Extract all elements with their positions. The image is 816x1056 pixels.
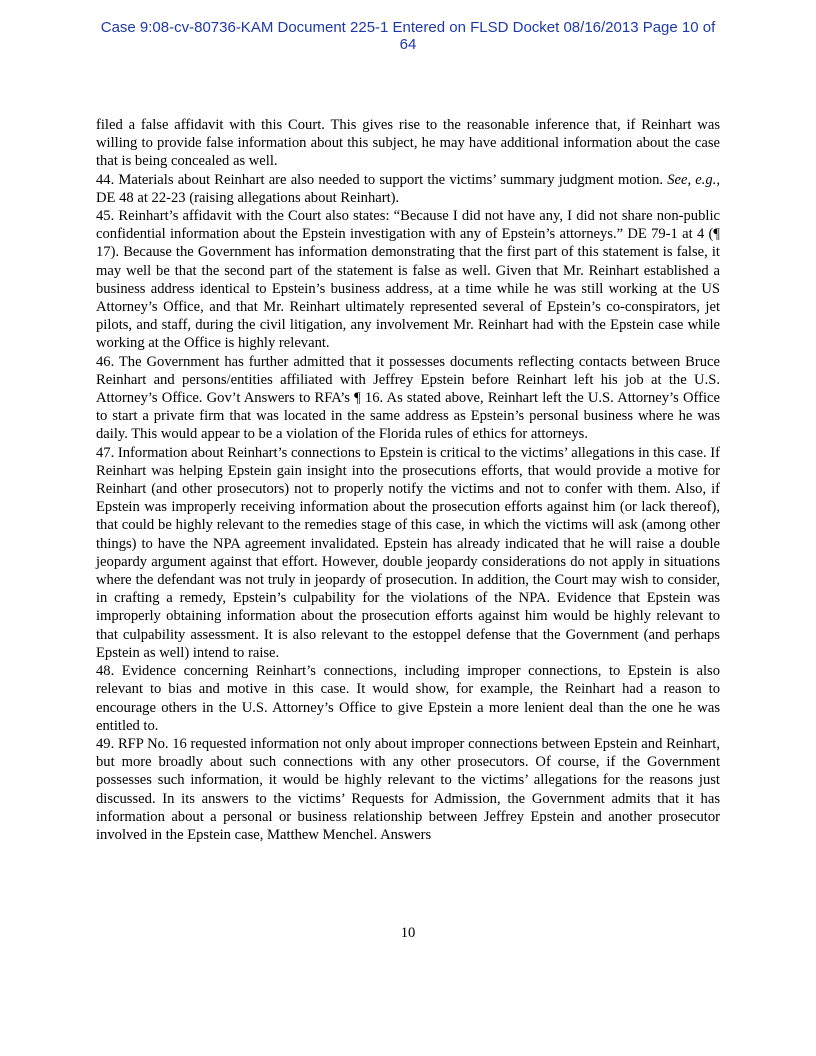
paragraph-47: 47. Information about Reinhart’s connections to Epstein is critical to the victims’ allegations in this case. If Reinhart was helping Epstein gain insight into the prosecutions efforts, that would provide a motive for Reinhart (and other prosecutors) not to properly notify the victims and not to confer with them. Also, if Epstein was improperly receiving information about the prosecution efforts against him (or lack thereof), that could be highly relevant to the remedies stage of this case, in which the victims will ask (among other things) to have the NPA agreement invalidated. Epstein has already indicated that he will raise a double jeopardy argument against that effort. However, double jeopardy considerations do not apply in situations where the defendant was not truly in jeopardy of prosecution. In addition, the Court may wish to consider, in crafting a remedy, Epstein’s culpability for the violations of the NPA. Evidence that Epstein was improperly obtaining information about the prosecution efforts against him would be highly relevant to that culpability assessment. It is also relevant to the estoppel defense that the Government (and perhaps Epstein as well) intend to raise.: [96, 444, 720, 661]
paragraph-44-text: 44. Materials about Reinhart are also needed to support the victims’ summary judgment motion.: [96, 171, 664, 188]
paragraph-46: 46. The Government has further admitted that it possesses documents reflecting contacts between Bruce Reinhart and persons/entities affiliated with Jeffrey Epstein before Reinhart left his job at the U.S. Attorney’s Office. Gov’t Answers to RFA’s ¶ 16. As stated above, Reinhart left the U.S. Attorney’s Office to start a private firm that was located in the same address as Epstein’s personal business where he was daily. This would appear to be a violation of the Florida rules of ethics for attorneys.: [96, 353, 720, 443]
paragraph-continuation: filed a false affidavit with this Court. This gives rise to the reasonable inference that, if Reinhart was willing to provide false information about this subject, he may have additional information about the case that is being concealed as well.: [96, 117, 720, 170]
paragraph-49: 49. RFP No. 16 requested information not only about improper connections between Epstein and Reinhart, but more broadly about such connections with any other prosecutors. Of course, if the Government possesses such information, it would be highly relevant to the victims’ allegations for the reasons just discussed. In its answers to the victims’ Requests for Admission, the Government admits that it has information about a personal or business relationship between Jeffrey Epstein and another prosecutor involved in the Epstein case, Matthew Menchel. Answers: [96, 735, 720, 843]
paragraph-45: 45. Reinhart’s affidavit with the Court also states: “Because I did not have any, I did not share non-public confidential information about the Epstein investigation with any of Epstein’s attorneys.” DE 79-1 at 4 (¶ 17). Because the Government has information demonstrating that the first part of this statement is false, it may well be that the second part of the statement is false as well. Given that Mr. Reinhart established a business address identical to Epstein’s business address, at a time while he was still working at the US Attorney’s Office, and that Mr. Reinhart ultimately represented several of Epstein’s co-conspirators, jet pilots, and staff, during the civil litigation, any involvement Mr. Reinhart had with the Epstein case while working at the Office is highly relevant.: [96, 208, 720, 352]
docket-header: [60, 19, 756, 53]
citation-signal: See, e.g.,: [667, 171, 720, 188]
paragraph-44-citation: DE 48 at 22-23 (raising allegations about Reinhart).: [96, 189, 400, 206]
docket-header-line1: Case 9:08-cv-80736-KAM Document 225-1 Entered on FLSD Docket 08/16/2013 Page 10 of: [100, 19, 716, 36]
paragraph-48: 48. Evidence concerning Reinhart’s connections, including improper connections, to Epstein is also relevant to bias and motive in this case. It would show, for example, the Reinhart had a reason to encourage others in the U.S. Attorney’s Office to give Epstein a more lenient deal than the one he was entitled to.: [96, 663, 720, 734]
document-body: [96, 116, 720, 844]
page-number: 10: [400, 925, 416, 941]
paragraph-44: [96, 171, 720, 207]
docket-header-line2: 64: [399, 36, 417, 53]
